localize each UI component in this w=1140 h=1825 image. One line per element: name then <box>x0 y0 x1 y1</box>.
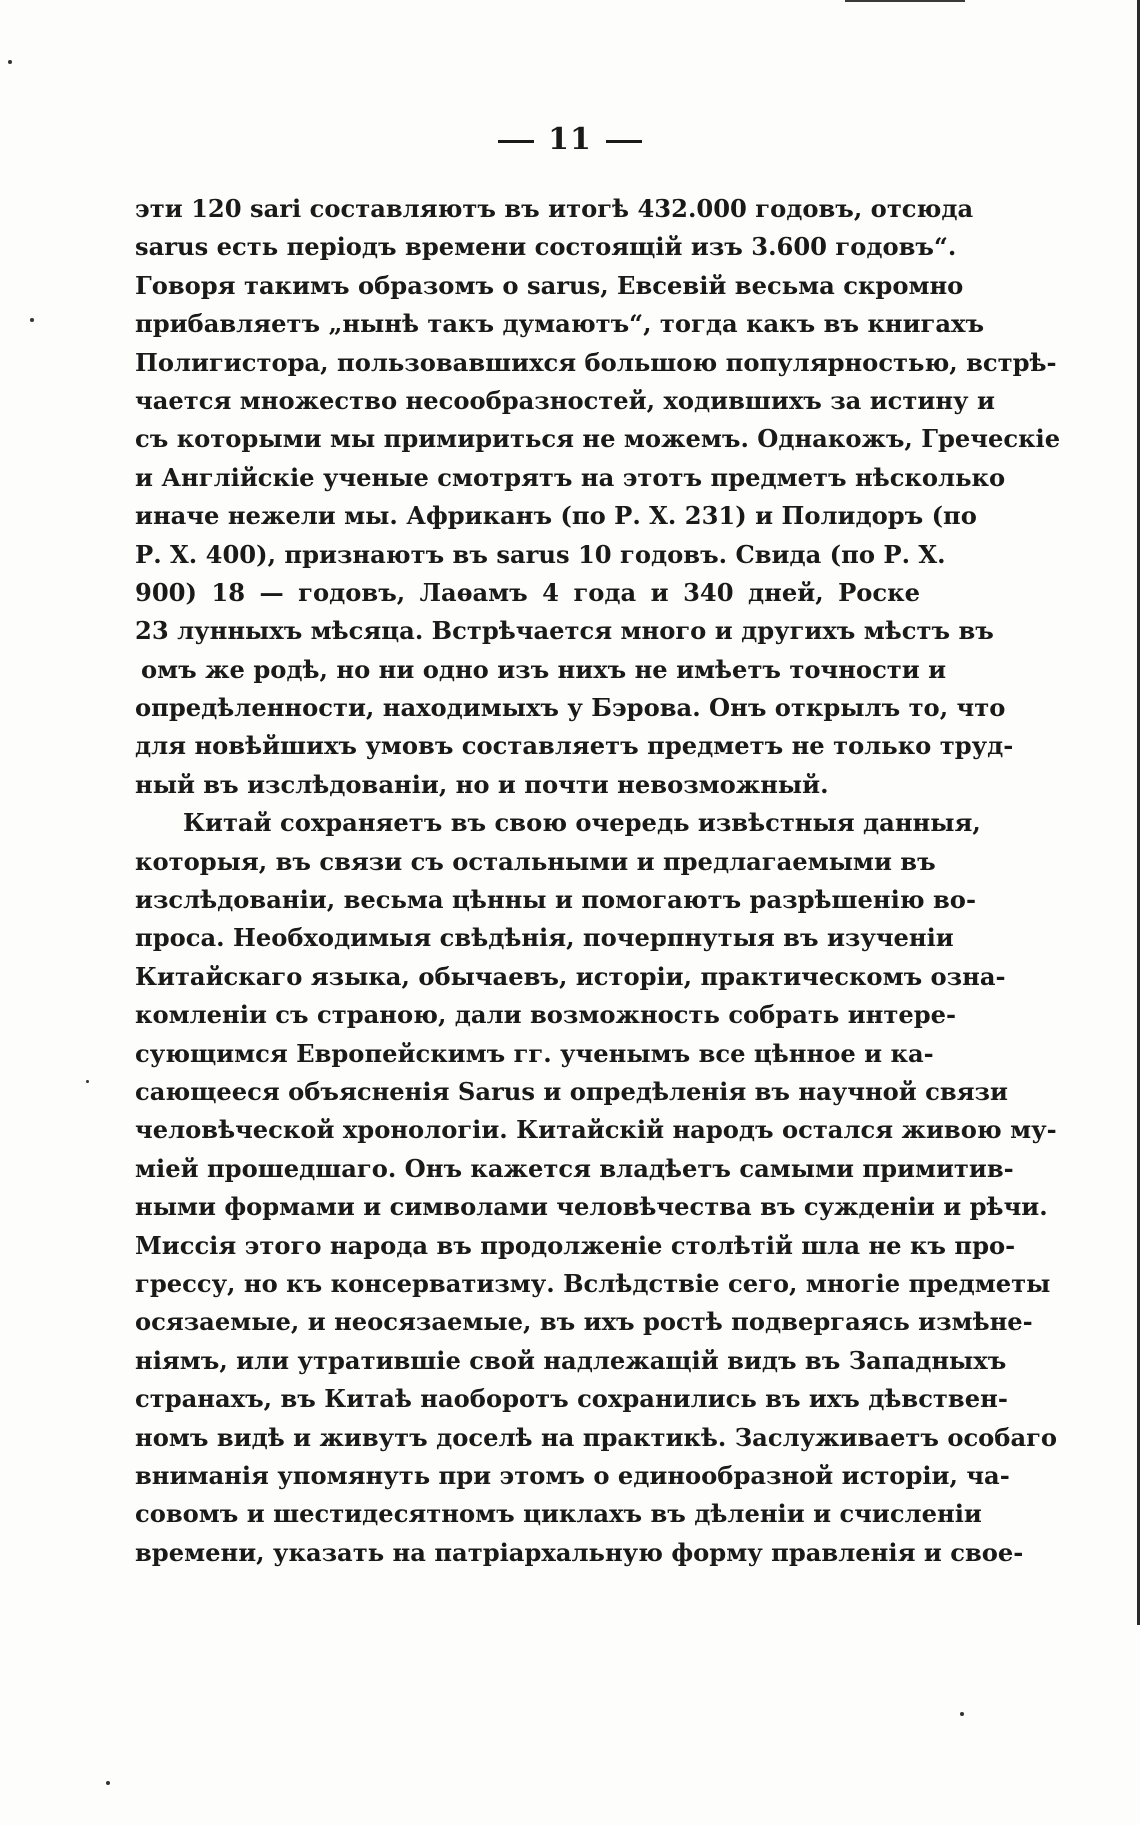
text-line: Миссія этого народа въ продолженіе столѣтій шла не къ про- <box>135 1230 1016 1260</box>
scan-speck <box>86 1080 89 1083</box>
page-number-header <box>0 122 1140 157</box>
text-line: ными формами и символами человѣчества въ сужденіи и рѣчи. <box>135 1192 1048 1222</box>
text-line: ный въ изслѣдованіи, но и почти невозможный. <box>135 769 829 799</box>
text-line: человѣческой хронологіи. Китайскій народъ остался живою му- <box>135 1115 1057 1145</box>
text-line: осязаемые, и неосязаемые, въ ихъ ростѣ подвергаясь измѣне- <box>135 1307 1033 1337</box>
text-line: и Англійскіе ученые смотрятъ на этотъ предметъ нѣсколько <box>135 462 1006 492</box>
text-line: времени, указать на патріархальную форму правленія и свое- <box>135 1537 1024 1567</box>
folio-dash-right <box>606 140 642 143</box>
text-line: съ которыми мы примириться не можемъ. Однакожъ, Греческіе <box>135 424 1061 454</box>
text-line: омъ же родѣ, но ни одно изъ нихъ не имѣетъ точности и <box>141 654 947 684</box>
text-line: вниманія упомянуть при этомъ о единообразной исторіи, ча- <box>135 1460 1010 1490</box>
scan-speck <box>106 1781 110 1785</box>
page-number: 11 <box>548 122 592 157</box>
text-line: Полигистора, пользовавшихся большою популярностью, встрѣ- <box>135 347 1057 377</box>
text-line: сающееся объясненія Sarus и опредѣленія въ научной связи <box>135 1076 1008 1106</box>
text-line: проса. Необходимыя свѣдѣнія, почерпнутыя въ изученіи <box>135 923 954 953</box>
text-line: 900) 18 — годовъ, Лаѳамъ 4 года и 340 дней, Роске <box>135 577 920 607</box>
text-line: которыя, въ связи съ остальными и предлагаемыми въ <box>135 846 936 876</box>
text-line: прибавляетъ „нынѣ такъ думаютъ“, тогда какъ въ книгахъ <box>135 309 985 339</box>
text-line: странахъ, въ Китаѣ наоборотъ сохранились въ ихъ дѣвствен- <box>135 1384 1008 1414</box>
text-line: иначе нежели мы. Африканъ (по Р. Х. 231) и Полидоръ (по <box>135 501 977 531</box>
scan-speck <box>30 318 34 322</box>
text-line: Китай сохраняетъ въ свою очередь извѣстныя данныя, <box>183 808 981 838</box>
text-line: сующимся Европейскимъ гг. ученымъ все цѣнное и ка- <box>135 1038 934 1068</box>
text-line: номъ видѣ и живутъ доселѣ на практикѣ. Заслуживаетъ особаго <box>135 1422 1058 1452</box>
scan-speck <box>960 1712 964 1716</box>
folio-dash-left <box>498 140 534 143</box>
text-line: чается множество несообразностей, ходившихъ за истину и <box>135 385 995 415</box>
text-line: совомъ и шестидесятномъ циклахъ въ дѣленіи и счисленіи <box>135 1499 982 1529</box>
text-line: sarus есть періодъ времени состоящій изъ 3.600 годовъ“. <box>135 232 957 262</box>
text-line: Китайскаго языка, обычаевъ, исторіи, практическомъ озна- <box>135 961 1006 991</box>
page-edge-mark <box>845 0 965 2</box>
text-line: изслѣдованіи, весьма цѣнны и помогаютъ разрѣшенію во- <box>135 885 976 915</box>
text-line: Говоря такимъ образомъ о sarus, Евсевій весьма скромно <box>135 270 964 300</box>
text-line: комленіи съ страною, дали возможность собрать интере- <box>135 1000 957 1030</box>
text-line: опредѣленности, находимыхъ у Бэрова. Онъ открылъ то, что <box>135 693 1006 723</box>
text-line: Р. Х. 400), признаютъ въ sarus 10 годовъ. Свида (по Р. Х. <box>135 539 946 569</box>
text-line: ніямъ, или утратившіе свой надлежащій видъ въ Западныхъ <box>135 1345 1007 1375</box>
text-line: для новѣйшихъ умовъ составляетъ предметъ не только труд- <box>135 731 1014 761</box>
text-line: грессу, но къ консерватизму. Вслѣдствіе сего, многіе предметы <box>135 1268 1051 1298</box>
text-line: міей прошедшаго. Онъ кажется владѣетъ самыми примитив- <box>135 1153 1014 1183</box>
text-line: эти 120 sarі составляютъ въ итогѣ 432.000 годовъ, отсюда <box>135 194 974 223</box>
text-line: 23 лунныхъ мѣсяца. Встрѣчается много и другихъ мѣстъ въ <box>135 616 994 646</box>
body-text <box>135 190 1061 1572</box>
scan-speck <box>8 60 12 64</box>
